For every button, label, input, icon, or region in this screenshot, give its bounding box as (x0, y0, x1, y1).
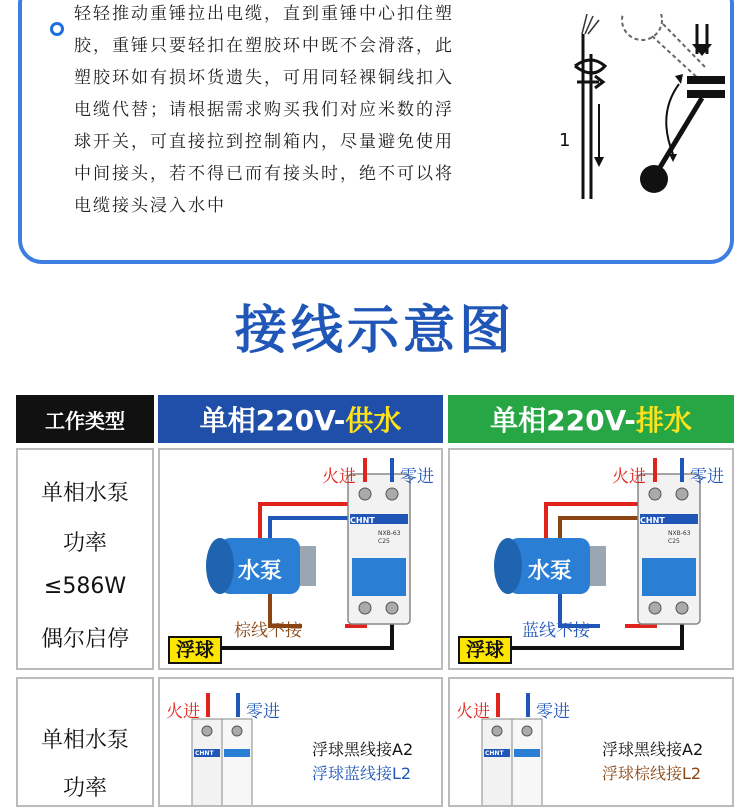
header-drain-highlight: 排水 (635, 404, 692, 437)
row1-supply-wiring-diagram (158, 448, 443, 670)
float-wire-note: 浮球棕线接L2 (602, 764, 702, 783)
breaker-model: NXB-63 (668, 530, 691, 537)
instruction-text (74, 0, 524, 222)
type-line: ≤586W (43, 574, 127, 599)
row1-type-cell (16, 448, 154, 670)
page-title: 接线示意图 (234, 301, 515, 361)
breaker-rating: C25 (378, 538, 390, 545)
header-work-type: 工作类型 (16, 395, 154, 443)
header-supply-highlight: 供水 (345, 404, 402, 437)
live-in-label: 火进 (456, 702, 490, 722)
type-line: 功率 (62, 531, 107, 556)
type-line: 偶尔启停 (40, 627, 129, 652)
header-supply-prefix: 单相220V- (199, 404, 346, 437)
type-line: 单相水泵 (40, 481, 129, 506)
breaker-rating: C25 (668, 538, 680, 545)
header-drain-prefix: 单相220V- (490, 404, 636, 437)
breaker-brand: CHNT (195, 750, 214, 757)
neutral-in-label: 零进 (400, 467, 434, 487)
instruction-line: 胶，重锤只要轻扣在塑胶环中既不会滑落，此 (74, 36, 454, 56)
row2-type-cell (16, 677, 154, 807)
breaker-brand: CHNT (485, 750, 504, 757)
live-in-label: 火进 (612, 467, 646, 487)
float-wire-note: 浮球蓝线接L2 (312, 764, 412, 783)
diagram-number: 1 (559, 130, 571, 151)
breaker-brand: CHNT (350, 516, 375, 525)
live-in-marker (496, 693, 500, 717)
row2-drain-wiring-diagram (448, 677, 734, 807)
float-wire-note: 浮球黑线接A2 (602, 740, 704, 759)
instruction-line: 电缆代替；请根据需求购买我们对应米数的浮 (74, 100, 454, 120)
header-single-phase-drain (448, 395, 734, 443)
type-line: 功率 (62, 776, 107, 801)
instruction-line: 中间接头，若不得已而有接头时，绝不可以将 (74, 164, 454, 184)
row2-supply-wiring-diagram (158, 677, 443, 807)
bullet-icon (50, 22, 64, 36)
unused-wire-note: 棕线不接 (234, 621, 302, 641)
type-line: 单相水泵 (40, 728, 129, 753)
live-in-label: 火进 (166, 702, 200, 722)
live-in-marker (206, 693, 210, 717)
unused-wire-note: 蓝线不接 (522, 621, 590, 641)
instruction-line: 电缆接头浸入水中 (74, 196, 226, 216)
instruction-line: 球开关，可直接拉到控制箱内，尽量避免使用 (74, 132, 454, 152)
instruction-card (18, 0, 734, 264)
neutral-in-marker (526, 693, 530, 717)
float-switch-label: 浮球 (168, 636, 222, 664)
float-switch-cable-diagram (537, 14, 732, 224)
row1-drain-wiring-diagram (448, 448, 734, 670)
float-wire-note: 浮球黑线接A2 (312, 740, 414, 759)
float-switch-label: 浮球 (458, 636, 512, 664)
live-in-marker (363, 458, 367, 482)
live-in-marker (653, 458, 657, 482)
pump-label: 水泵 (238, 559, 283, 584)
instruction-line: 塑胶环如有损坏货遗失，可用同轻裸铜线扣入 (74, 68, 454, 88)
instruction-line: 轻轻推动重锤拉出电缆，直到重锤中心扣住塑 (74, 4, 454, 24)
breaker-brand: CHNT (640, 516, 665, 525)
neutral-in-marker (680, 458, 684, 482)
neutral-in-marker (390, 458, 394, 482)
neutral-in-label: 零进 (690, 467, 724, 487)
breaker-model: NXB-63 (378, 530, 401, 537)
neutral-in-label: 零进 (536, 702, 570, 722)
neutral-in-label: 零进 (246, 702, 280, 722)
live-in-label: 火进 (322, 467, 356, 487)
neutral-in-marker (236, 693, 240, 717)
header-single-phase-supply (158, 395, 443, 443)
pump-label: 水泵 (528, 559, 573, 584)
